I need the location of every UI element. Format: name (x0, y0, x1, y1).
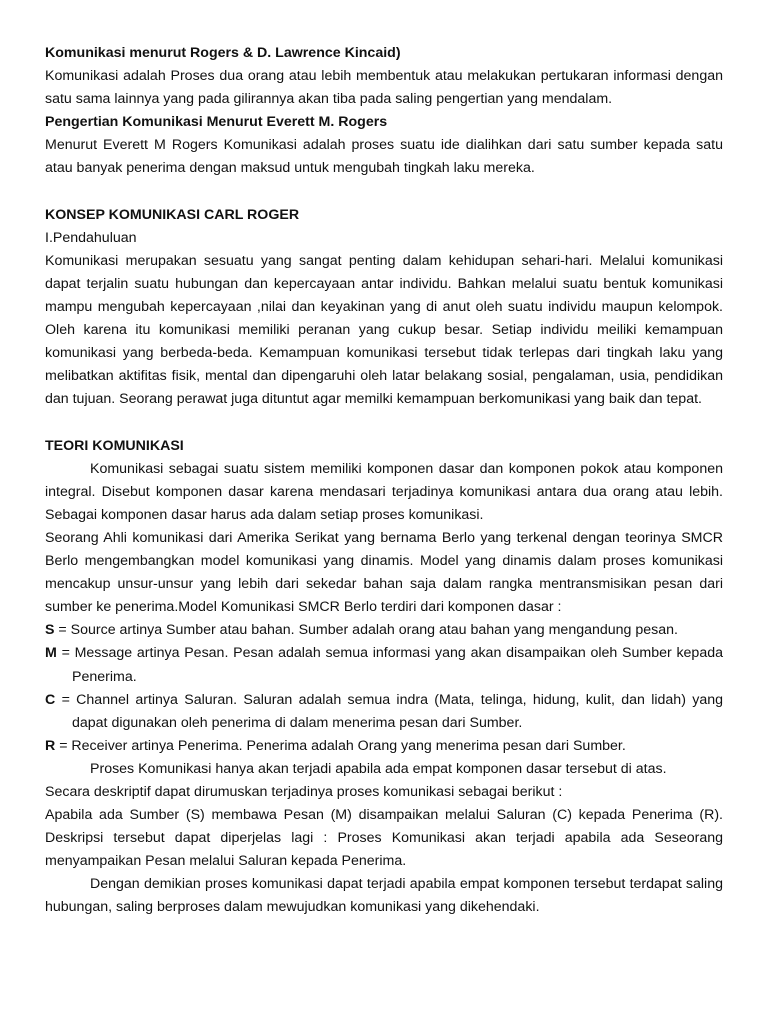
component-text: = Message artinya Pesan. Pesan adalah semua informasi yang akan disampaikan oleh Sumber kepada Penerima. (56, 645, 723, 685)
paragraph-pendahuluan: Komunikasi merupakan sesuatu yang sangat penting dalam kehidupan sehari-hari. Melalui komunikasi dapat terjalin suatu hubungan dan kepercayaan antar individu. Bahkan melalui suatu bentuk komunikasi mampu mengubah kepercayaan ,nilai dan keyakinan yang di anut oleh suatu individu maupun kelompok. Oleh karena itu komunikasi memiliki peranan yang cukup besar. Setiap individu meiliki kemampuan komunikasi yang berbeda-beda. Kemampuan komunikasi tersebut tidak terlepas dari tingkah laku yang melibatkan aktifitas fisik, mental dan dipengaruhi oleh latar belakang sosial, pengalaman, usia, pendidikan dan tujuan. Seorang perawat juga dituntut agar memilki kemampuan berkomunikasi yang baik dan tepat. (45, 252, 723, 408)
paragraph-rogers-kincaid: Komunikasi adalah Proses dua orang atau lebih membentuk atau melakukan pertukaran informasi dengan satu sama lainnya yang pada gilirannya akan tiba pada saling pengertian yang mendalam. (45, 68, 723, 108)
heading-teori: TEORI KOMUNIKASI (45, 437, 184, 454)
paragraph-teori-3: Proses Komunikasi hanya akan terjadi apabila ada empat komponen dasar tersebut di atas. (90, 760, 667, 777)
component-letter: C (45, 691, 56, 708)
component-source (45, 619, 723, 642)
paragraph-teori-5: Apabila ada Sumber (S) membawa Pesan (M) disampaikan melalui Saluran (C) kepada Penerima (R). Deskripsi tersebut dapat diperjelas lagi : Proses Komunikasi akan terjadi apabila ada Seseorang menyampaikan Pesan melalui Saluran kepada Penerima. (45, 807, 723, 870)
component-receiver (45, 735, 723, 758)
heading-konsep: KONSEP KOMUNIKASI CARL ROGER (45, 206, 300, 223)
component-message (45, 642, 723, 688)
paragraph-teori-1: Komunikasi sebagai suatu sistem memiliki komponen dasar dan komponen pokok atau komponen integral. Disebut komponen dasar karena mendasari terjadinya komunikasi antara dua orang atau lebih. Sebagai komponen dasar harus ada dalam setiap proses komunikasi. (45, 460, 723, 523)
heading-rogers-kincaid: Komunikasi menurut Rogers & D. Lawrence Kincaid) (45, 45, 401, 61)
spacer (45, 412, 723, 435)
component-letter: M (45, 645, 57, 662)
paragraph-teori-2: Seorang Ahli komunikasi dari Amerika Serikat yang bernama Berlo yang terkenal dengan teorinya SMCR Berlo mengembangkan model komunikasi yang dinamis. Model yang dinamis dalam proses komunikasi mencakup unsur-unsur yang lebih dari sekedar bahan saja dalam rangka mentransmisikan pesan dari sumber ke penerima.Model Komunikasi SMCR Berlo terdiri dari komponen dasar : (45, 529, 723, 616)
component-letter: S (45, 622, 55, 639)
subheading-pendahuluan: I.Pendahuluan (45, 229, 137, 246)
component-letter: R (45, 737, 56, 754)
document-page (45, 42, 723, 920)
paragraph-teori-6: Dengan demikian proses komunikasi dapat terjadi apabila empat komponen tersebut terdapat saling hubungan, saling berproses dalam mewujudkan komunikasi yang dikehendaki. (45, 876, 723, 916)
spacer (45, 181, 723, 204)
component-channel (45, 689, 723, 735)
component-text: = Channel artinya Saluran. Saluran adalah semua indra (Mata, telinga, hidung, kulit, dan lidah) yang dapat digunakan oleh penerima di dalam menerima pesan dari Sumber. (55, 691, 723, 731)
paragraph-everett-rogers: Menurut Everett M Rogers Komunikasi adalah proses suatu ide dialihkan dari satu sumber kepada satu atau banyak penerima dengan maksud untuk mengubah tingkah laku mereka. (45, 137, 723, 177)
component-text: = Source artinya Sumber atau bahan. Sumber adalah orang atau bahan yang mengandung pesan. (54, 622, 678, 639)
paragraph-teori-4: Secara deskriptif dapat dirumuskan terjadinya proses komunikasi sebagai berikut : (45, 784, 563, 800)
heading-everett-rogers: Pengertian Komunikasi Menurut Everett M. Rogers (45, 114, 388, 131)
component-text: = Receiver artinya Penerima. Penerima adalah Orang yang menerima pesan dari Sumber. (55, 737, 626, 754)
